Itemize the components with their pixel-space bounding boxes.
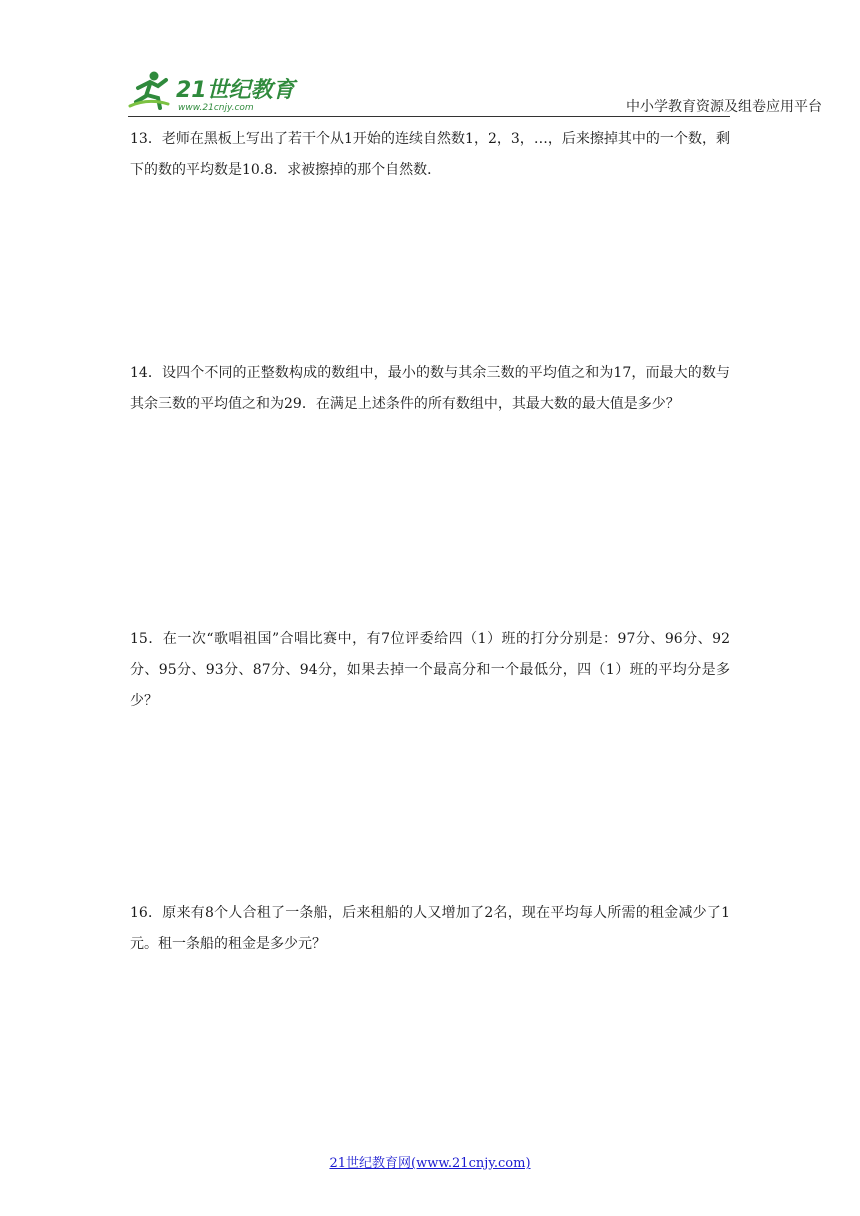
runner-logo-icon — [128, 68, 308, 114]
question-13: 13．老师在黑板上写出了若干个从1开始的连续自然数1，2，3，…，后来擦掉其中的一个数，剩下的数的平均数是10.8．求被擦掉的那个自然数． — [130, 131, 730, 178]
question-15: 15．在一次“歌唱祖国”合唱比赛中，有7位评委给四（1）班的打分分别是：97分、96分、92分、95分、93分、87分、94分，如果去掉一个最高分和一个最低分，四（1）班的平均分是多少？ — [130, 631, 730, 709]
header-divider — [128, 116, 730, 117]
question-16: 16．原来有8个人合租了一条船，后来租船的人又增加了2名，现在平均每人所需的租金减少了1元。租一条船的租金是多少元？ — [130, 905, 730, 952]
footer-link[interactable]: 21世纪教育网(www.21cnjy.com) — [329, 1156, 531, 1171]
question-14: 14．设四个不同的正整数构成的数组中，最小的数与其余三数的平均值之和为17，而最大的数与其余三数的平均值之和为29．在满足上述条件的所有数组中，其最大数的最大值是多少？ — [130, 365, 730, 412]
logo-url-text: www.21cnjy.com — [178, 103, 254, 113]
logo — [128, 68, 308, 114]
page-header — [0, 0, 860, 120]
platform-name: 中小学教育资源及组卷应用平台 — [626, 99, 822, 115]
page-footer — [0, 1152, 860, 1171]
logo-text: 21世纪教育 — [176, 78, 295, 103]
